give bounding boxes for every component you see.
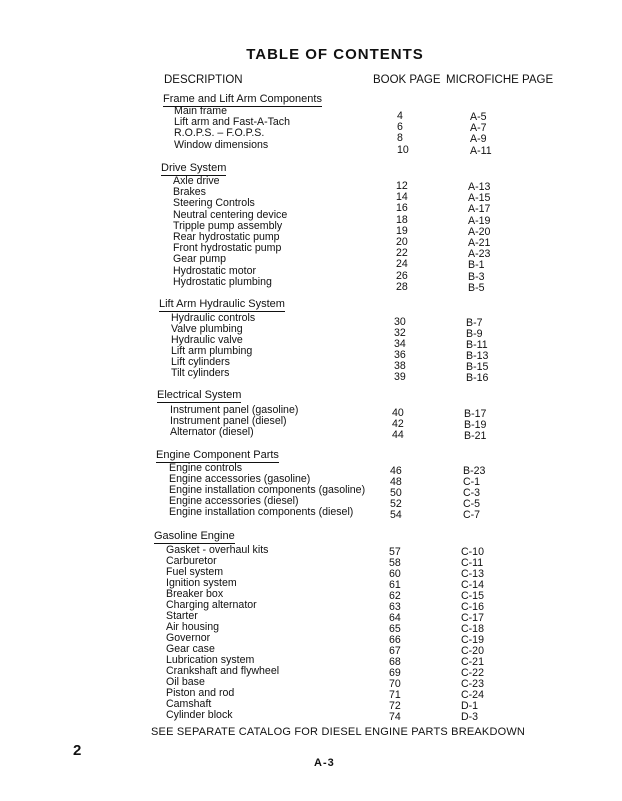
- toc-item-label: Cylinder block: [166, 709, 233, 721]
- toc-item-label: Crankshaft and flywheel: [166, 665, 280, 677]
- toc-item-book-page: 36: [394, 349, 406, 361]
- toc-row: [0, 677, 622, 688]
- toc-item-microfiche-page: C-14: [461, 579, 484, 591]
- toc-item-book-page: 8: [397, 132, 403, 145]
- toc-item-microfiche-page: A-15: [468, 192, 491, 205]
- description-column-header: DESCRIPTION: [164, 74, 243, 86]
- toc-item-book-page: 65: [389, 623, 401, 635]
- toc-item-label: Gasket - overhaul kits: [166, 544, 269, 556]
- toc-item-book-page: 16: [396, 202, 408, 215]
- toc-item-book-page: 38: [394, 360, 406, 372]
- toc-item-microfiche-page: A-7: [470, 122, 487, 135]
- toc-row: [0, 655, 622, 666]
- toc-row: [0, 699, 622, 710]
- toc-row: [0, 622, 622, 633]
- toc-item-book-page: 58: [389, 557, 401, 569]
- toc-item-label: Camshaft: [166, 698, 212, 710]
- toc-item-microfiche-page: B-15: [466, 361, 489, 373]
- toc-item-microfiche-page: B-7: [466, 317, 483, 329]
- toc-item-book-page: 50: [390, 487, 402, 499]
- toc-item-label: Lubrication system: [166, 654, 255, 666]
- toc-item-microfiche-page: A-19: [468, 214, 491, 227]
- toc-item-book-page: 30: [394, 316, 406, 328]
- toc-item-microfiche-page: B-3: [468, 270, 485, 283]
- toc-item-label: Tripple pump assembly: [173, 219, 283, 232]
- toc-item-microfiche-page: A-21: [468, 237, 491, 249]
- toc-row: [0, 600, 622, 611]
- toc-row: [0, 567, 622, 578]
- toc-item-book-page: 6: [397, 121, 403, 134]
- toc-item-microfiche-page: C-24: [461, 689, 484, 701]
- toc-item-microfiche-page: C-5: [463, 498, 481, 510]
- toc-item-book-page: 66: [389, 634, 401, 646]
- toc-item-book-page: 48: [390, 476, 402, 488]
- toc-item-book-page: 44: [392, 429, 404, 441]
- toc-item-label: Carburetor: [166, 555, 217, 567]
- toc-item-microfiche-page: A-17: [468, 203, 491, 216]
- toc-row: [0, 644, 622, 655]
- toc-row: [0, 589, 622, 600]
- toc-item-label: Breaker box: [166, 588, 224, 600]
- footer-page-code: A-3: [314, 757, 335, 769]
- toc-row: [0, 545, 622, 556]
- toc-item-microfiche-page: B-13: [466, 350, 489, 362]
- section-title: Electrical System: [157, 389, 242, 401]
- toc-item-microfiche-page: A-11: [470, 144, 492, 157]
- page-number: 2: [73, 742, 82, 759]
- toc-item-label: Valve plumbing: [171, 323, 243, 335]
- toc-row: [0, 462, 622, 477]
- toc-item-microfiche-page: B-17: [464, 408, 487, 420]
- toc-item-microfiche-page: A-5: [470, 111, 487, 123]
- toc-item-label: Lift cylinders: [171, 356, 230, 368]
- section-title: Frame and Lift Arm Components: [163, 93, 322, 105]
- toc-item-book-page: 22: [396, 247, 408, 260]
- section-title: Engine Component Parts: [156, 449, 279, 461]
- toc-item-microfiche-page: C-16: [461, 601, 484, 613]
- toc-row: [0, 578, 622, 589]
- toc-row: [0, 426, 622, 442]
- toc-item-microfiche-page: D-3: [461, 711, 479, 723]
- toc-item-label: Fuel system: [166, 566, 224, 578]
- toc-row: [0, 688, 622, 699]
- toc-row: [0, 611, 622, 622]
- toc-item-label: Oil base: [166, 676, 205, 688]
- toc-item-label: Engine controls: [169, 462, 243, 474]
- toc-item-label: Front hydrostatic pump: [173, 242, 282, 255]
- toc-item-label: Lift arm and Fast-A-Tach: [174, 116, 290, 129]
- section-title: Lift Arm Hydraulic System: [159, 298, 285, 310]
- toc-item-microfiche-page: B-16: [466, 372, 489, 384]
- toc-item-microfiche-page: C-19: [461, 634, 484, 646]
- section-title: Drive System: [161, 162, 227, 174]
- toc-item-book-page: 14: [396, 191, 408, 204]
- toc-item-microfiche-page: C-7: [463, 509, 481, 521]
- toc-item-label: Governor: [166, 632, 211, 644]
- toc-item-microfiche-page: C-23: [461, 678, 484, 690]
- toc-item-label: Engine accessories (diesel): [169, 495, 299, 507]
- toc-item-microfiche-page: B-23: [463, 465, 486, 477]
- toc-item-book-page: 74: [389, 711, 401, 723]
- toc-item-label: Main frame: [174, 105, 227, 117]
- toc-item-label: Instrument panel (gasoline): [170, 404, 299, 416]
- toc-item-book-page: 18: [396, 213, 408, 226]
- toc-item-microfiche-page: C-15: [461, 590, 484, 602]
- toc-item-microfiche-page: C-13: [461, 568, 484, 580]
- toc-item-label: Neutral centering device: [173, 208, 288, 221]
- book-page-column-header: BOOK PAGE: [373, 74, 441, 86]
- toc-item-book-page: 52: [390, 498, 402, 510]
- toc-item-book-page: 54: [390, 509, 402, 521]
- toc-item-book-page: 39: [394, 371, 406, 383]
- toc-item-label: Hydrostatic plumbing: [173, 275, 272, 288]
- toc-item-label: Engine installation components (gasoline): [169, 484, 366, 496]
- toc-item-label: Alternator (diesel): [170, 426, 254, 438]
- toc-item-microfiche-page: C-11: [461, 557, 484, 569]
- toc-row: [0, 666, 622, 677]
- toc-item-microfiche-page: C-20: [461, 645, 484, 657]
- toc-item-label: Engine accessories (gasoline): [169, 473, 311, 485]
- toc-item-label: Hydraulic valve: [171, 334, 243, 346]
- toc-item-book-page: 64: [389, 612, 401, 624]
- toc-item-book-page: 12: [396, 180, 408, 192]
- toc-item-book-page: 20: [396, 236, 408, 248]
- toc-item-label: Ignition system: [166, 577, 237, 589]
- toc-item-book-page: 71: [389, 689, 401, 701]
- toc-item-microfiche-page: A-9: [470, 133, 487, 146]
- toc-row: [0, 484, 622, 499]
- page-title: TABLE OF CONTENTS: [246, 46, 424, 63]
- toc-item-label: Gear pump: [173, 253, 226, 266]
- toc-item-label: Starter: [166, 610, 198, 622]
- toc-item-label: Air housing: [166, 621, 219, 633]
- toc-item-microfiche-page: A-20: [468, 225, 491, 238]
- toc-item-label: Hydraulic controls: [171, 312, 256, 324]
- toc-item-label: Gear case: [166, 643, 215, 655]
- toc-row: [0, 404, 622, 420]
- toc-item-book-page: 4: [397, 110, 403, 122]
- toc-item-label: Tilt cylinders: [171, 367, 230, 379]
- toc-item-microfiche-page: C-18: [461, 623, 484, 635]
- toc-item-book-page: 67: [389, 645, 401, 657]
- toc-item-book-page: 61: [389, 579, 401, 591]
- toc-item-label: Engine installation components (diesel): [169, 506, 354, 518]
- toc-item-label: Piston and rod: [166, 687, 235, 699]
- toc-item-microfiche-page: C-21: [461, 656, 484, 668]
- toc-item-microfiche-page: A-13: [468, 181, 491, 193]
- toc-item-book-page: 57: [389, 546, 401, 558]
- toc-item-book-page: 10: [397, 143, 409, 156]
- diesel-catalog-note: SEE SEPARATE CATALOG FOR DIESEL ENGINE PARTS BREAKDOWN: [151, 726, 526, 738]
- toc-item-book-page: 26: [396, 269, 408, 282]
- toc-item-microfiche-page: B-1: [468, 259, 485, 272]
- toc-item-label: Rear hydrostatic pump: [173, 231, 280, 243]
- toc-item-label: Charging alternator: [166, 599, 257, 611]
- toc-item-book-page: 19: [396, 224, 408, 237]
- microfiche-page-column-header: MICROFICHE PAGE: [446, 74, 554, 86]
- toc-item-microfiche-page: B-21: [464, 430, 487, 442]
- toc-item-label: Hydrostatic motor: [173, 264, 257, 277]
- toc-item-microfiche-page: C-1: [463, 476, 481, 488]
- toc-item-book-page: 42: [392, 418, 404, 430]
- toc-item-book-page: 46: [390, 465, 402, 477]
- section-title: Gasoline Engine: [154, 530, 235, 542]
- toc-item-label: R.O.P.S. – F.O.P.S.: [174, 127, 265, 140]
- toc-item-microfiche-page: C-17: [461, 612, 484, 624]
- toc-item-book-page: 72: [389, 700, 401, 712]
- toc-item-label: Instrument panel (diesel): [170, 415, 287, 427]
- toc-item-book-page: 34: [394, 338, 406, 350]
- toc-item-book-page: 62: [389, 590, 401, 602]
- toc-item-microfiche-page: B-5: [468, 281, 485, 294]
- toc-item-label: Window dimensions: [174, 138, 269, 151]
- toc-item-label: Brakes: [173, 186, 206, 199]
- toc-item-book-page: 63: [389, 601, 401, 613]
- toc-item-microfiche-page: D-1: [461, 700, 479, 712]
- toc-item-microfiche-page: B-11: [466, 339, 488, 351]
- toc-item-book-page: 24: [396, 258, 408, 271]
- toc-row: [0, 415, 622, 431]
- toc-item-microfiche-page: C-10: [461, 546, 484, 558]
- toc-row: [0, 710, 622, 721]
- toc-item-label: Lift arm plumbing: [171, 345, 253, 357]
- toc-item-book-page: 32: [394, 327, 406, 339]
- toc-item-book-page: 69: [389, 667, 401, 679]
- toc-item-book-page: 40: [392, 407, 404, 419]
- toc-item-book-page: 70: [389, 678, 401, 690]
- toc-item-microfiche-page: C-22: [461, 667, 484, 679]
- toc-item-book-page: 60: [389, 568, 401, 580]
- toc-row: [0, 633, 622, 644]
- toc-item-book-page: 28: [396, 280, 408, 293]
- toc-item-book-page: 68: [389, 656, 401, 668]
- toc-item-label: Axle drive: [173, 175, 220, 187]
- toc-item-microfiche-page: B-9: [466, 328, 483, 340]
- toc-item-microfiche-page: B-19: [464, 419, 487, 431]
- toc-row: [0, 506, 622, 521]
- toc-item-label: Steering Controls: [173, 197, 255, 210]
- toc-row: [0, 556, 622, 567]
- toc-item-microfiche-page: A-23: [468, 248, 491, 261]
- toc-item-microfiche-page: C-3: [463, 487, 481, 499]
